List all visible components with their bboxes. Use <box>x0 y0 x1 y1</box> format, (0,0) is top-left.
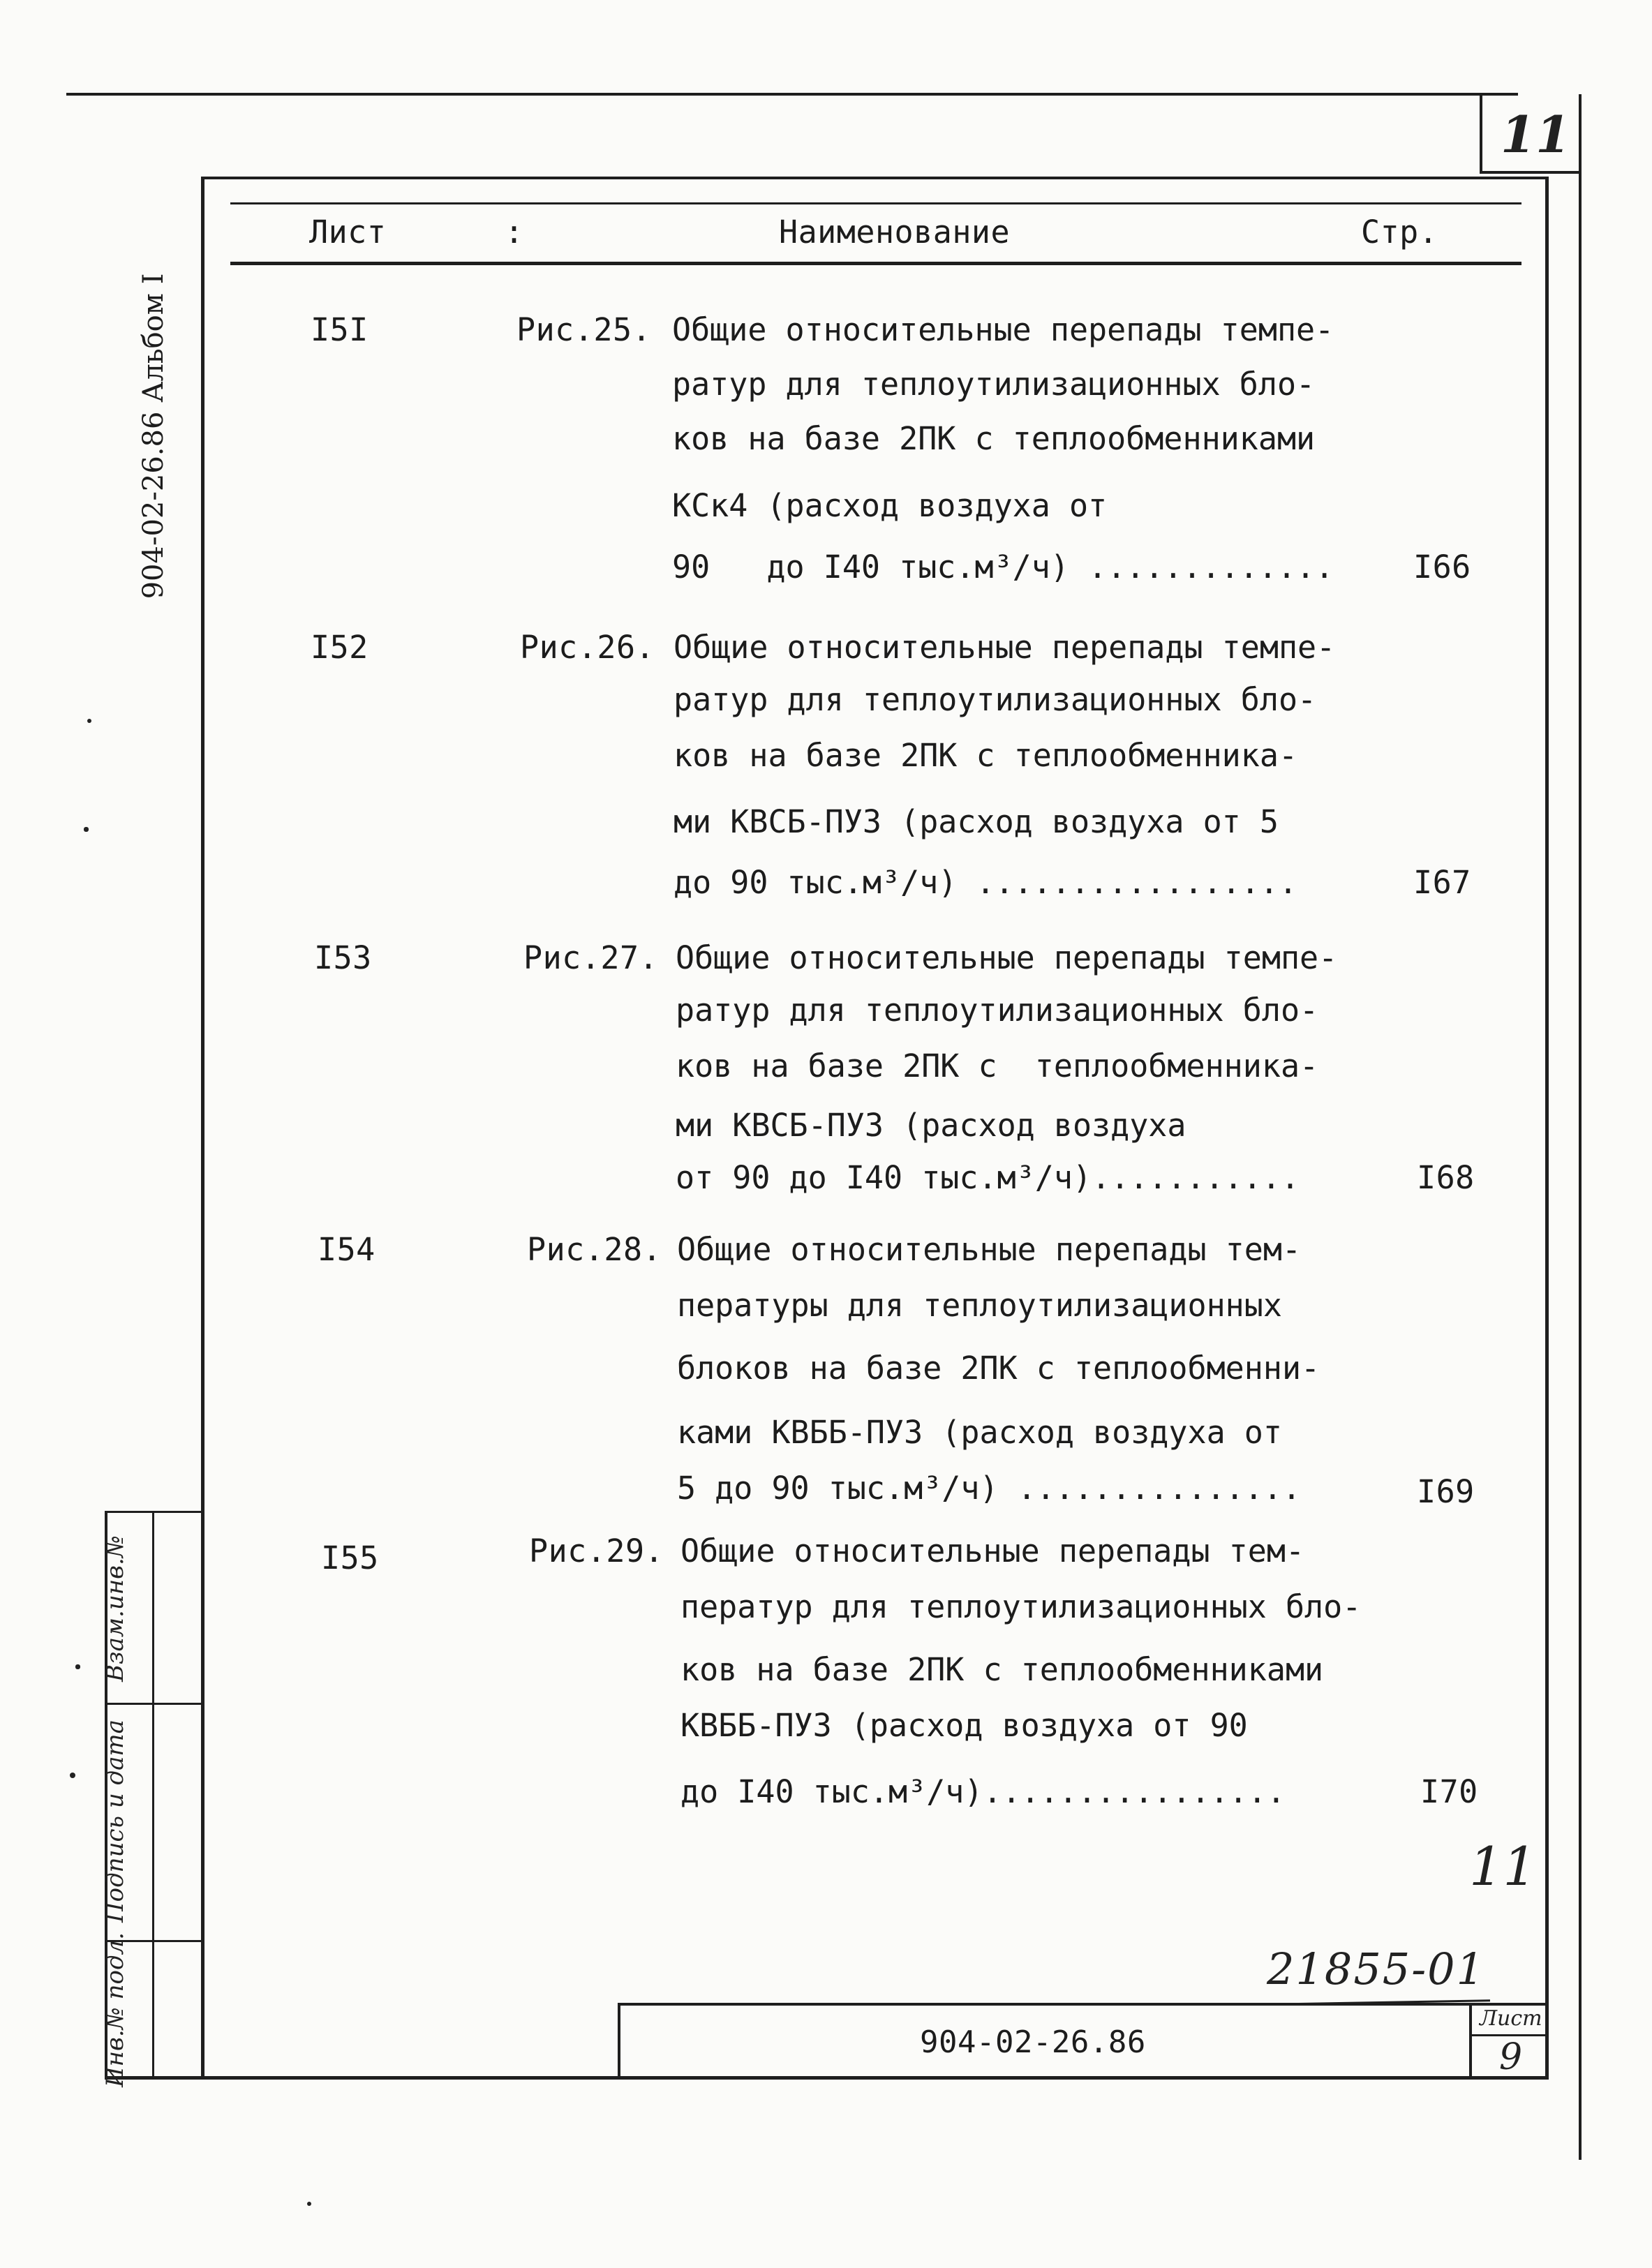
entry-line: пературы для теплоутилизационных <box>677 1287 1282 1324</box>
entry-page: I68 <box>1417 1159 1475 1196</box>
entry-line: ми КВСБ-ПУЗ (расход воздуха от 5 <box>674 803 1279 840</box>
page-number-box-left <box>1480 94 1482 171</box>
entry-page: I70 <box>1420 1773 1478 1810</box>
entry-sheet: I55 <box>321 1539 379 1576</box>
entry-line: ратур для теплоутилизационных бло- <box>672 366 1316 403</box>
handwritten-code: 21855-01 <box>1267 1944 1486 1994</box>
entry-fig: Рис.27. <box>523 939 659 976</box>
title-block-left <box>618 2003 620 2078</box>
scan-dot <box>307 2202 311 2206</box>
entry-line: Общие относительные перепады тем- <box>680 1532 1305 1569</box>
handwritten-page-number: 11 <box>1469 1835 1537 1897</box>
frame-right <box>1545 177 1549 2078</box>
entry-line: ков на базе 2ПК с теплообменниками <box>672 420 1316 457</box>
title-block-sheet-label: Лист <box>1480 2006 1542 2031</box>
entry-line: 5 до 90 тыс.м³/ч) ............... <box>677 1470 1302 1507</box>
frame-bottom <box>105 2076 1549 2080</box>
title-block-doc-code: 904-02-26.86 <box>920 2024 1146 2060</box>
entry-line: ками КВББ-ПУЗ (расход воздуха от <box>677 1414 1282 1451</box>
header-sheet: Лист <box>309 214 387 251</box>
stamp-label-inv: Инв.№ подл. <box>101 1932 129 2087</box>
entry-fig: Рис.25. <box>516 311 652 348</box>
entry-line: ратур для теплоутилизационных бло- <box>676 992 1319 1029</box>
entry-sheet: I5I <box>311 311 369 348</box>
entry-line: Общие относительные перепады темпе- <box>676 939 1338 976</box>
header-rule-top <box>230 202 1521 204</box>
header-name: Наименование <box>779 214 1011 251</box>
header-separator: : <box>505 214 524 251</box>
entry-line: ратур для теплоутилизационных бло- <box>674 681 1317 718</box>
frame-right-outer <box>1579 94 1582 2160</box>
stamp-col-divider <box>152 1511 154 2077</box>
title-block-sheet-number: 9 <box>1499 2036 1523 2078</box>
entry-line: до 90 тыс.м³/ч) ................. <box>674 864 1298 901</box>
scan-dot <box>70 1773 75 1778</box>
entry-line: от 90 до I40 тыс.м³/ч)........... <box>676 1159 1300 1196</box>
entry-page: I67 <box>1413 864 1471 901</box>
entry-line: блоков на базе 2ПК с теплообменни- <box>677 1350 1320 1387</box>
entry-fig: Рис.28. <box>527 1231 662 1268</box>
top-cut-line <box>66 93 1518 96</box>
spine-text: 904-02-26.86 Альбом I <box>137 273 170 599</box>
scan-dot <box>87 719 91 723</box>
entry-page: I66 <box>1413 549 1471 585</box>
entry-line: ператур для теплоутилизационных бло- <box>680 1588 1362 1625</box>
title-block-top <box>618 2003 1549 2006</box>
entry-fig: Рис.26. <box>520 629 655 666</box>
top-page-number: 11 <box>1501 105 1571 164</box>
entry-sheet: I52 <box>311 629 369 666</box>
frame-top <box>201 177 1548 179</box>
frame-left <box>201 177 204 2078</box>
stamp-label-signature: Подпись и дата <box>101 1719 129 1923</box>
entry-line: Общие относительные перепады тем- <box>677 1231 1302 1268</box>
entry-line: ков на базе 2ПК с теплообменника- <box>676 1047 1319 1084</box>
entry-line: ков на базе 2ПК с теплообменниками <box>680 1651 1324 1688</box>
stamp-label-replace: Взам.инв.№ <box>101 1535 129 1682</box>
entry-line: ков на базе 2ПК с теплообменника- <box>674 737 1298 774</box>
page-number-box-bottom <box>1480 171 1582 174</box>
entry-sheet: I54 <box>318 1231 375 1268</box>
entry-sheet: I53 <box>314 939 372 976</box>
header-page: Стр. <box>1361 214 1438 251</box>
header-rule-bottom <box>230 262 1521 265</box>
entry-line: КВББ-ПУЗ (расход воздуха от 90 <box>680 1707 1248 1744</box>
scan-dot <box>75 1664 80 1669</box>
entry-line: 90 до I40 тыс.м³/ч) ............. <box>672 549 1334 585</box>
scan-dot <box>84 827 89 832</box>
entry-page: I69 <box>1417 1473 1475 1510</box>
entry-line: до I40 тыс.м³/ч)................ <box>680 1773 1286 1810</box>
entry-line: Общие относительные перепады темпе- <box>672 311 1334 348</box>
title-block-sheet-divider <box>1469 2003 1472 2078</box>
stamp-row-1 <box>105 1703 202 1705</box>
entry-line: ми КВСБ-ПУЗ (расход воздуха <box>676 1107 1186 1144</box>
entry-line: Общие относительные перепады темпе- <box>674 629 1336 666</box>
entry-fig: Рис.29. <box>529 1532 664 1569</box>
entry-line: КСк4 (расход воздуха от <box>672 487 1108 524</box>
